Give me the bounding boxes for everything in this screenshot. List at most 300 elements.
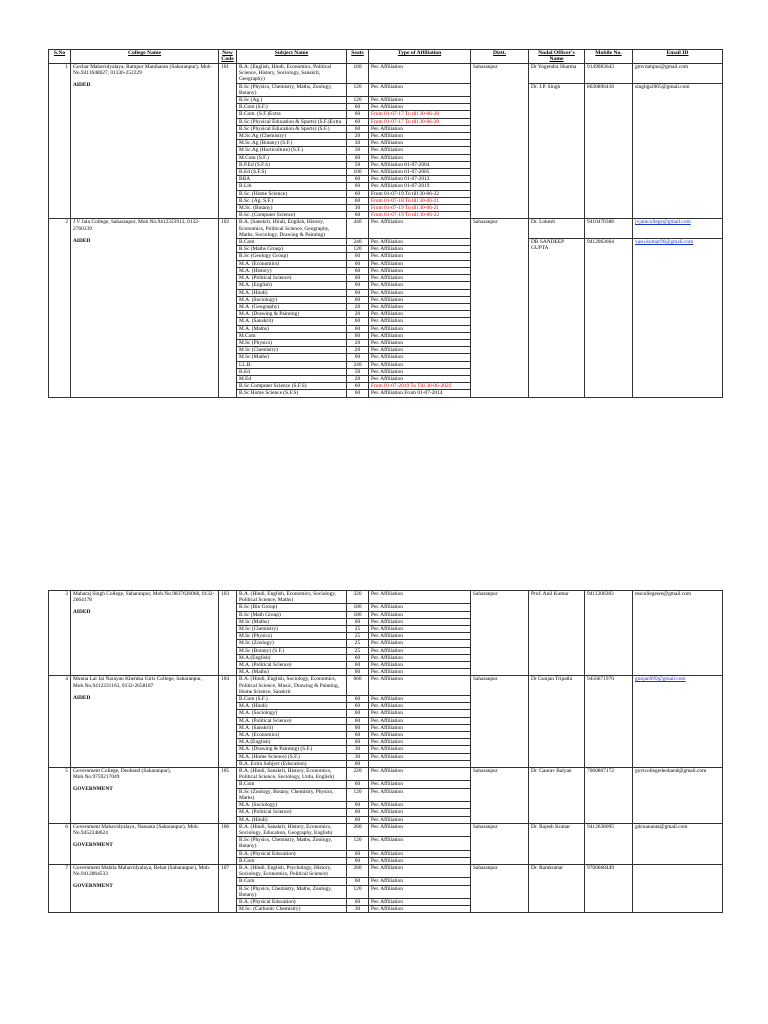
course-seats: 30 bbox=[347, 746, 369, 753]
college-code: 102 bbox=[219, 219, 237, 397]
college-sno: 2 bbox=[49, 219, 71, 397]
nodal-officer: Prof. Anil Kumar bbox=[529, 591, 585, 676]
course-subject: M.A. (Home Science) (S.F.) bbox=[237, 753, 347, 760]
course-affiliation: Per. Affiliation bbox=[369, 633, 471, 640]
course-affiliation: Per. Affiliation bbox=[369, 311, 471, 318]
course-subject: B.A. (Hindi, English, Sociology, Economics, Political Science, Music, Drawing & Painting, Home Science, Sanskrit bbox=[237, 676, 347, 696]
officer-mobile: 9412063664 bbox=[585, 239, 633, 397]
course-affiliation: From 01-07-17 To till 30-06-20 bbox=[369, 111, 471, 118]
header-code: New Code bbox=[219, 50, 237, 64]
college-sno: 3 bbox=[49, 591, 71, 676]
course-subject: B.A. (Hindi, Sanskrit, History, Economics, Political Science, Sociology, Urdu, English) bbox=[237, 768, 347, 781]
nodal-officer: Dr. J.P. Singh bbox=[529, 83, 585, 219]
course-affiliation: Per. Affiliation bbox=[369, 604, 471, 611]
officer-email: mscollegesre@gmail.com bbox=[633, 591, 723, 676]
course-subject: B.Lib bbox=[237, 183, 347, 190]
course-affiliation: Per. Affiliation bbox=[369, 303, 471, 310]
course-affiliation: Per. Affiliation bbox=[369, 878, 471, 885]
course-subject: B.Sc (Bio Group) bbox=[237, 604, 347, 611]
course-affiliation: Per. Affiliation bbox=[369, 133, 471, 140]
course-affiliation: Per. Affiliation bbox=[369, 717, 471, 724]
officer-mobile: 9149083643 bbox=[585, 64, 633, 84]
course-affiliation: Per. Affiliation bbox=[369, 816, 471, 823]
course-seats: 120 bbox=[347, 885, 369, 898]
course-affiliation: Per. Affiliation bbox=[369, 361, 471, 368]
course-seats: 60 bbox=[347, 717, 369, 724]
course-affiliation: Per. Affiliation bbox=[369, 267, 471, 274]
course-affiliation: Per. Affiliation bbox=[369, 864, 471, 877]
course-subject: M.A.(English) bbox=[237, 654, 347, 661]
course-seats: 120 bbox=[347, 246, 369, 253]
course-subject: M.A. (Sociology) bbox=[237, 296, 347, 303]
course-seats: 60 bbox=[347, 760, 369, 767]
college-category: AIDED bbox=[73, 609, 91, 616]
course-seats: 60 bbox=[347, 662, 369, 669]
course-affiliation: Per. Affiliation bbox=[369, 669, 471, 676]
course-seats: 20 bbox=[347, 303, 369, 310]
course-seats: 60 bbox=[347, 111, 369, 118]
course-seats: 240 bbox=[347, 361, 369, 368]
course-subject: B.A. Extra Subject (Education) bbox=[237, 760, 347, 767]
college-sno: 6 bbox=[49, 823, 71, 864]
course-subject: M.A. (Political Science) bbox=[237, 662, 347, 669]
course-seats: 60 bbox=[347, 654, 369, 661]
course-seats: 60 bbox=[347, 176, 369, 183]
course-subject: M.A. (Sociology) bbox=[237, 802, 347, 809]
course-subject: B.A. (Hindi, English, Economics, Sociology, Political Science, Maths) bbox=[237, 591, 347, 604]
header-sno: S.No bbox=[49, 50, 71, 64]
course-subject: M.A. (Political Science) bbox=[237, 717, 347, 724]
course-subject: M.Sc (Maths) bbox=[237, 618, 347, 625]
course-affiliation: Per. Affiliation bbox=[369, 104, 471, 111]
course-affiliation: Per. Affiliation From 01-07-2014 bbox=[369, 390, 471, 397]
course-subject: M.Sc.Ag (Horticulture) (S.F.) bbox=[237, 147, 347, 154]
college-name: J V Jain College, Saharanpur, Mob.No.9412323913, 0132-2760139 bbox=[73, 219, 200, 232]
college-name-cell bbox=[71, 64, 219, 219]
college-distt: Saharanpur bbox=[471, 64, 529, 219]
officer-mobile: 9410470388 bbox=[585, 219, 633, 239]
course-affiliation: Per. Affiliation bbox=[369, 253, 471, 260]
officer-email: gmvrampur@gmail.com bbox=[633, 64, 723, 84]
course-subject: M.A. (Economics) bbox=[237, 732, 347, 739]
course-subject: B.Sc (Maths Group) bbox=[237, 246, 347, 253]
officer-mobile: 9456671970 bbox=[585, 676, 633, 768]
college-name: Munna Lal Jai Narayan Khemka Girls College, Saharanpur, Mob.No.9412231163, 0132-2658187 bbox=[73, 676, 202, 689]
course-subject: B.P.Ed (S.F.S) bbox=[237, 161, 347, 168]
course-seats: 120 bbox=[347, 83, 369, 96]
course-seats: 60 bbox=[347, 154, 369, 161]
college-code: 104 bbox=[219, 676, 237, 768]
course-subject: B.Sc (Physics, Chemistry, Maths, Zoology, Botany) bbox=[237, 885, 347, 898]
course-seats: 30 bbox=[347, 140, 369, 147]
course-subject: M.Com bbox=[237, 332, 347, 339]
college-category: GOVERNMENT bbox=[73, 842, 113, 849]
course-seats: 120 bbox=[347, 97, 369, 104]
course-seats: 30 bbox=[347, 147, 369, 154]
course-affiliation: Per. Affiliation bbox=[369, 375, 471, 382]
course-subject: M.A. (English) bbox=[237, 282, 347, 289]
nodal-officer: Dr Yogendra Sharma bbox=[529, 64, 585, 84]
course-subject: M.A. (Hindi) bbox=[237, 816, 347, 823]
college-name: Gochar Mahavidyalaya, Rampur Maniharan (Saharanpur), Mob No.9411648627, 01336-252229 bbox=[73, 64, 211, 77]
college-name-cell bbox=[71, 676, 219, 768]
course-seats: 60 bbox=[347, 318, 369, 325]
college-code: 103 bbox=[219, 591, 237, 676]
course-subject: M.A. (Geography) bbox=[237, 303, 347, 310]
officer-email bbox=[633, 864, 723, 912]
course-affiliation: Per. Affiliation bbox=[369, 239, 471, 246]
header-mobile: Mobile No. bbox=[585, 50, 633, 64]
course-affiliation: Per. Affiliation bbox=[369, 823, 471, 836]
course-seats: 60 bbox=[347, 190, 369, 197]
course-subject: M.A. (Hindi) bbox=[237, 703, 347, 710]
course-seats: 25 bbox=[347, 640, 369, 647]
college-distt: Saharanpur bbox=[471, 823, 529, 864]
course-affiliation: Per. Affiliation bbox=[369, 802, 471, 809]
nodal-officer: Dr. Rajesh Kumar bbox=[529, 823, 585, 864]
college-name-cell bbox=[71, 864, 219, 912]
course-affiliation: Per. Affiliation bbox=[369, 837, 471, 850]
course-seats: 60 bbox=[347, 275, 369, 282]
college-distt: Saharanpur bbox=[471, 864, 529, 912]
course-affiliation: From 01-07-18 To till 30-06-21 bbox=[369, 197, 471, 204]
header-seats: Seats bbox=[347, 50, 369, 64]
course-seats: 60 bbox=[347, 125, 369, 132]
officer-email[interactable]: gunjan999@gmail.com bbox=[633, 676, 723, 768]
course-subject: M.A. (Maths) bbox=[237, 669, 347, 676]
course-affiliation: Per. Affiliation bbox=[369, 710, 471, 717]
course-subject: M.Sc (Physics) bbox=[237, 339, 347, 346]
officer-mobile: 9412638095 bbox=[585, 823, 633, 864]
course-seats: 180 bbox=[347, 611, 369, 618]
course-affiliation: Per. Affiliation 01-07-2012 bbox=[369, 176, 471, 183]
course-seats: 60 bbox=[347, 878, 369, 885]
course-seats: 60 bbox=[347, 669, 369, 676]
course-affiliation: Per. Affiliation bbox=[369, 368, 471, 375]
course-seats: 60 bbox=[347, 802, 369, 809]
course-affiliation: Per. Affiliation bbox=[369, 347, 471, 354]
course-affiliation: Per. Affiliation bbox=[369, 140, 471, 147]
course-subject: B.Sc (Math Group) bbox=[237, 611, 347, 618]
course-affiliation: Per. Affiliation bbox=[369, 724, 471, 731]
course-affiliation: Per. Affiliation bbox=[369, 654, 471, 661]
course-affiliation: From 01-07-2019 To Till 30-06-2022 bbox=[369, 383, 471, 390]
course-subject: M.A. (Maths) bbox=[237, 325, 347, 332]
course-affiliation: From 01-07-19 To till 30-06-22 bbox=[369, 212, 471, 219]
course-affiliation: Per. Affiliation bbox=[369, 753, 471, 760]
course-affiliation: Per. Affiliation 01-07-2005 bbox=[369, 169, 471, 176]
course-seats: 60 bbox=[347, 781, 369, 788]
header-college: College Name bbox=[71, 50, 219, 64]
course-seats: 280 bbox=[347, 823, 369, 836]
course-affiliation: Per. Affiliation bbox=[369, 125, 471, 132]
college-name-cell bbox=[71, 768, 219, 824]
course-seats: 440 bbox=[347, 219, 369, 239]
course-seats: 60 bbox=[347, 332, 369, 339]
officer-email[interactable]: jvjaincollege@gmail.com bbox=[633, 219, 723, 239]
course-subject: M.A. (Sociology) bbox=[237, 710, 347, 717]
course-subject: M.A. (Economics) bbox=[237, 260, 347, 267]
course-affiliation: Per. Affiliation bbox=[369, 857, 471, 864]
course-seats: 60 bbox=[347, 282, 369, 289]
course-subject: B.A. (Hindi, Sanskrit, History, Economics, Sociology, Education, Geography, English) bbox=[237, 823, 347, 836]
header-row bbox=[49, 50, 723, 64]
course-seats: 30 bbox=[347, 906, 369, 913]
officer-email: govtcollegedeoband@gmail.com bbox=[633, 768, 723, 824]
course-subject: B.A. (English, Hindi, Economics, Political Science, History, Sociology, Sanskrit, Geography) bbox=[237, 64, 347, 84]
college-category: GOVERNMENT bbox=[73, 883, 113, 890]
course-subject: B.A. (Hindi, English, Psychology, History, Sociology, Economics, Political Science) bbox=[237, 864, 347, 877]
course-seats: 30 bbox=[347, 753, 369, 760]
course-subject: M.Sc (Maths) bbox=[237, 354, 347, 361]
course-seats: 25 bbox=[347, 626, 369, 633]
course-affiliation: Per. Affiliation bbox=[369, 788, 471, 801]
course-subject: M.Sc (Botany) (S.F.) bbox=[237, 647, 347, 654]
course-seats: 60 bbox=[347, 703, 369, 710]
course-affiliation: Per. Affiliation bbox=[369, 781, 471, 788]
course-affiliation: Per. Affiliation bbox=[369, 354, 471, 361]
course-seats: 60 bbox=[347, 104, 369, 111]
course-subject: B.Sc (Physical Education & Sports) (S.F.) bbox=[237, 125, 347, 132]
course-affiliation: Per. Affiliation bbox=[369, 703, 471, 710]
college-name: Government Mahavidyalaya, Nanauta (Saharanpur), Mob. No.9452248624 bbox=[73, 823, 199, 836]
course-seats: 30 bbox=[347, 205, 369, 212]
course-subject: B.Sc. (Ag. S.F.) bbox=[237, 197, 347, 204]
course-affiliation: Per. Affiliation bbox=[369, 591, 471, 604]
course-affiliation: Per. Affiliation bbox=[369, 246, 471, 253]
college-category: AIDED bbox=[73, 237, 91, 244]
course-subject: B.Com (S.F.) bbox=[237, 696, 347, 703]
course-affiliation: Per. Affiliation bbox=[369, 289, 471, 296]
course-subject: B.Com bbox=[237, 857, 347, 864]
course-subject: M.Sc (Chemistry) bbox=[237, 626, 347, 633]
college-distt: Saharanpur bbox=[471, 219, 529, 397]
college-name-cell bbox=[71, 823, 219, 864]
course-subject: M.A. (Sanskrit) bbox=[237, 724, 347, 731]
nodal-officer: Dr. Gaurav Balyan bbox=[529, 768, 585, 824]
course-row bbox=[49, 823, 723, 836]
course-seats: 120 bbox=[347, 788, 369, 801]
course-row bbox=[49, 219, 723, 239]
nodal-officer: DR SANDEEP GUPTA bbox=[529, 239, 585, 397]
course-seats: 180 bbox=[347, 604, 369, 611]
officer-mobile: 9760668449 bbox=[585, 864, 633, 912]
course-affiliation: Per. Affiliation bbox=[369, 676, 471, 696]
course-affiliation: Per. Affiliation bbox=[369, 611, 471, 618]
course-subject: M.Sc.Ag (Botany) (S.F.) bbox=[237, 140, 347, 147]
course-affiliation: Per. Affiliation bbox=[369, 618, 471, 625]
course-subject: M.A. (History) bbox=[237, 267, 347, 274]
course-seats: 25 bbox=[347, 633, 369, 640]
course-subject: M.A. (Political Science) bbox=[237, 809, 347, 816]
course-affiliation: Per. Affiliation bbox=[369, 318, 471, 325]
course-seats: 60 bbox=[347, 289, 369, 296]
course-seats: 60 bbox=[347, 325, 369, 332]
course-subject: M.Sc (Zoology) bbox=[237, 640, 347, 647]
course-seats: 60 bbox=[347, 739, 369, 746]
course-affiliation: Per. Affiliation 01-07-2019 bbox=[369, 183, 471, 190]
course-affiliation: Per. Affiliation bbox=[369, 768, 471, 781]
college-distt: Saharanpur bbox=[471, 768, 529, 824]
college-sno: 1 bbox=[49, 64, 71, 219]
nodal-officer: Dr Gunjan Tripathi bbox=[529, 676, 585, 768]
officer-email: gdcnanauta@gmail.com bbox=[633, 823, 723, 864]
course-seats: 25 bbox=[347, 647, 369, 654]
college-code: 107 bbox=[219, 864, 237, 912]
course-affiliation: Per. Affiliation bbox=[369, 325, 471, 332]
course-affiliation: Per. Affiliation bbox=[369, 296, 471, 303]
course-seats: 50 bbox=[347, 161, 369, 168]
course-subject: B.Com bbox=[237, 878, 347, 885]
course-seats: 20 bbox=[347, 133, 369, 140]
course-seats: 280 bbox=[347, 864, 369, 877]
course-affiliation bbox=[369, 760, 471, 767]
nodal-officer: Dr. Ramkumar bbox=[529, 864, 585, 912]
header-subject: Subject Name bbox=[237, 50, 347, 64]
course-seats: 60 bbox=[347, 267, 369, 274]
course-seats: 20 bbox=[347, 347, 369, 354]
college-sno: 5 bbox=[49, 768, 71, 824]
college-code: 105 bbox=[219, 768, 237, 824]
course-seats: 60 bbox=[347, 296, 369, 303]
college-table-page-1 bbox=[48, 49, 723, 398]
course-subject: B.A. (Sanskrit, Hindi, English, History, Economics, Political Science, Geography, Maths, Sociology, Drawing & Painting) bbox=[237, 219, 347, 239]
college-name: Government College, Deoband (Saharanpur), Mob.No.9759217049 bbox=[73, 768, 172, 781]
course-affiliation: Per. Affiliation bbox=[369, 275, 471, 282]
college-code: 101 bbox=[219, 64, 237, 219]
course-subject: M.Sc (Chemistry) bbox=[237, 347, 347, 354]
course-subject: B.Ed (S.F.S) bbox=[237, 169, 347, 176]
course-seats: 60 bbox=[347, 197, 369, 204]
course-subject: B.Sc Home Science (S.F.S) bbox=[237, 390, 347, 397]
course-seats: 220 bbox=[347, 768, 369, 781]
course-affiliation: Per. Affiliation bbox=[369, 898, 471, 905]
college-sno: 4 bbox=[49, 676, 71, 768]
course-row bbox=[49, 864, 723, 877]
course-seats: 60 bbox=[347, 696, 369, 703]
course-subject: M.Sc.Ag (Chemistry) bbox=[237, 133, 347, 140]
course-seats: 20 bbox=[347, 375, 369, 382]
course-subject: M.Com (S.F.) bbox=[237, 154, 347, 161]
course-affiliation: Per. Affiliation bbox=[369, 850, 471, 857]
course-affiliation: Per. Affiliation bbox=[369, 809, 471, 816]
course-seats: 320 bbox=[347, 591, 369, 604]
course-seats: 100 bbox=[347, 169, 369, 176]
header-email: Email ID bbox=[633, 50, 723, 64]
course-subject: B.Sc (Physics, Chemistry, Maths, Zoology, Botany) bbox=[237, 83, 347, 96]
course-affiliation: Per. Affiliation bbox=[369, 219, 471, 239]
course-subject: B.Ed bbox=[237, 368, 347, 375]
course-seats: 660 bbox=[347, 676, 369, 696]
college-name-cell bbox=[71, 591, 219, 676]
officer-mobile: 8630896418 bbox=[585, 83, 633, 219]
course-affiliation: From 01-07-19 To till 30-06-21 bbox=[369, 205, 471, 212]
course-subject: M.A. (Drawing & Painting) bbox=[237, 311, 347, 318]
college-code: 106 bbox=[219, 823, 237, 864]
course-subject: B.Sc (Geology Group) bbox=[237, 253, 347, 260]
course-affiliation: Per. Affiliation bbox=[369, 339, 471, 346]
course-seats: 60 bbox=[347, 898, 369, 905]
course-seats: 60 bbox=[347, 809, 369, 816]
course-affiliation: Per. Affiliation bbox=[369, 906, 471, 913]
course-subject: B.Sc (Physical Education & Sports) (S.F.)Extra bbox=[237, 118, 347, 125]
course-row bbox=[49, 64, 723, 84]
course-affiliation: Per. Affiliation bbox=[369, 732, 471, 739]
course-subject: B.Sc Computer Science (S.F.S) bbox=[237, 383, 347, 390]
course-row bbox=[49, 768, 723, 781]
course-subject: B.Com. (S.F.)Extra bbox=[237, 111, 347, 118]
course-seats: 60 bbox=[347, 618, 369, 625]
course-affiliation: Per. Affiliation bbox=[369, 885, 471, 898]
course-affiliation: Per. Affiliation bbox=[369, 154, 471, 161]
course-subject: BBA bbox=[237, 176, 347, 183]
header-officer: Nodal Officer's Name bbox=[529, 50, 585, 64]
course-subject: B.A. (Physical Education) bbox=[237, 850, 347, 857]
course-subject: M.A. (Drawing & Painting) (S.F.) bbox=[237, 746, 347, 753]
course-seats: 50 bbox=[347, 368, 369, 375]
course-affiliation: Per. Affiliation 01-07-2004 bbox=[369, 161, 471, 168]
course-affiliation: From 01-07-17 To till 30-06-20 bbox=[369, 118, 471, 125]
course-subject: M.Ed bbox=[237, 375, 347, 382]
course-seats: 120 bbox=[347, 837, 369, 850]
college-category: AIDED bbox=[73, 694, 91, 701]
course-subject: LL.B. bbox=[237, 361, 347, 368]
course-seats: 60 bbox=[347, 212, 369, 219]
college-distt: Saharanpur bbox=[471, 591, 529, 676]
course-subject: B.Sc (Zoology, Botany, Chemistry, Physics, Maths) bbox=[237, 788, 347, 801]
course-subject: B.Sc. (Home Science) bbox=[237, 190, 347, 197]
course-subject: M.Sc. (Botany) bbox=[237, 205, 347, 212]
course-row bbox=[49, 591, 723, 604]
course-seats: 60 bbox=[347, 354, 369, 361]
course-subject: M.Sc (Physics) bbox=[237, 633, 347, 640]
course-affiliation: Per. Affiliation bbox=[369, 97, 471, 104]
officer-email[interactable]: vasu.kumar96@gmail.com bbox=[633, 239, 723, 397]
course-seats: 60 bbox=[347, 732, 369, 739]
course-seats: 60 bbox=[347, 816, 369, 823]
course-affiliation: Per. Affiliation bbox=[369, 746, 471, 753]
college-table-page-2 bbox=[48, 590, 723, 913]
officer-email: singhjp2005@gmail.com bbox=[633, 83, 723, 219]
course-subject: B.Com (S.F.) bbox=[237, 104, 347, 111]
college-name: Government Mahila Mahavidyalaya, Behat (Saharanpur), Mob. No.9412864533 bbox=[73, 864, 211, 878]
course-affiliation: Per. Affiliation bbox=[369, 282, 471, 289]
college-category: AIDED bbox=[73, 82, 91, 89]
course-seats: 240 bbox=[347, 239, 369, 246]
header-distt: Distt. bbox=[471, 50, 529, 64]
course-seats: 20 bbox=[347, 339, 369, 346]
course-seats: 20 bbox=[347, 311, 369, 318]
course-seats: 60 bbox=[347, 850, 369, 857]
course-subject: M.Sc. (Carbonic Chemistry) bbox=[237, 906, 347, 913]
course-affiliation: Per. Affiliation bbox=[369, 147, 471, 154]
course-affiliation: Per. Affiliation bbox=[369, 647, 471, 654]
college-name-cell bbox=[71, 219, 219, 397]
course-subject: B.Sc (Ag.) bbox=[237, 97, 347, 104]
nodal-officer: Dr. Lokesh bbox=[529, 219, 585, 239]
course-affiliation: Per. Affiliation bbox=[369, 739, 471, 746]
course-affiliation: Per. Affiliation bbox=[369, 64, 471, 84]
course-subject: B.Sc. (Computer Science) bbox=[237, 212, 347, 219]
course-subject: B.Com bbox=[237, 239, 347, 246]
college-category: GOVERNMENT bbox=[73, 786, 113, 793]
course-affiliation: Per. Affiliation bbox=[369, 696, 471, 703]
course-subject: B.Sc (Physics, Chemistry, Maths, Zoology, Botany) bbox=[237, 837, 347, 850]
course-subject: B.Com bbox=[237, 781, 347, 788]
course-affiliation: Per. Affiliation bbox=[369, 640, 471, 647]
course-affiliation: Per. Affiliation bbox=[369, 83, 471, 96]
course-subject: M.A. (Hindi) bbox=[237, 289, 347, 296]
